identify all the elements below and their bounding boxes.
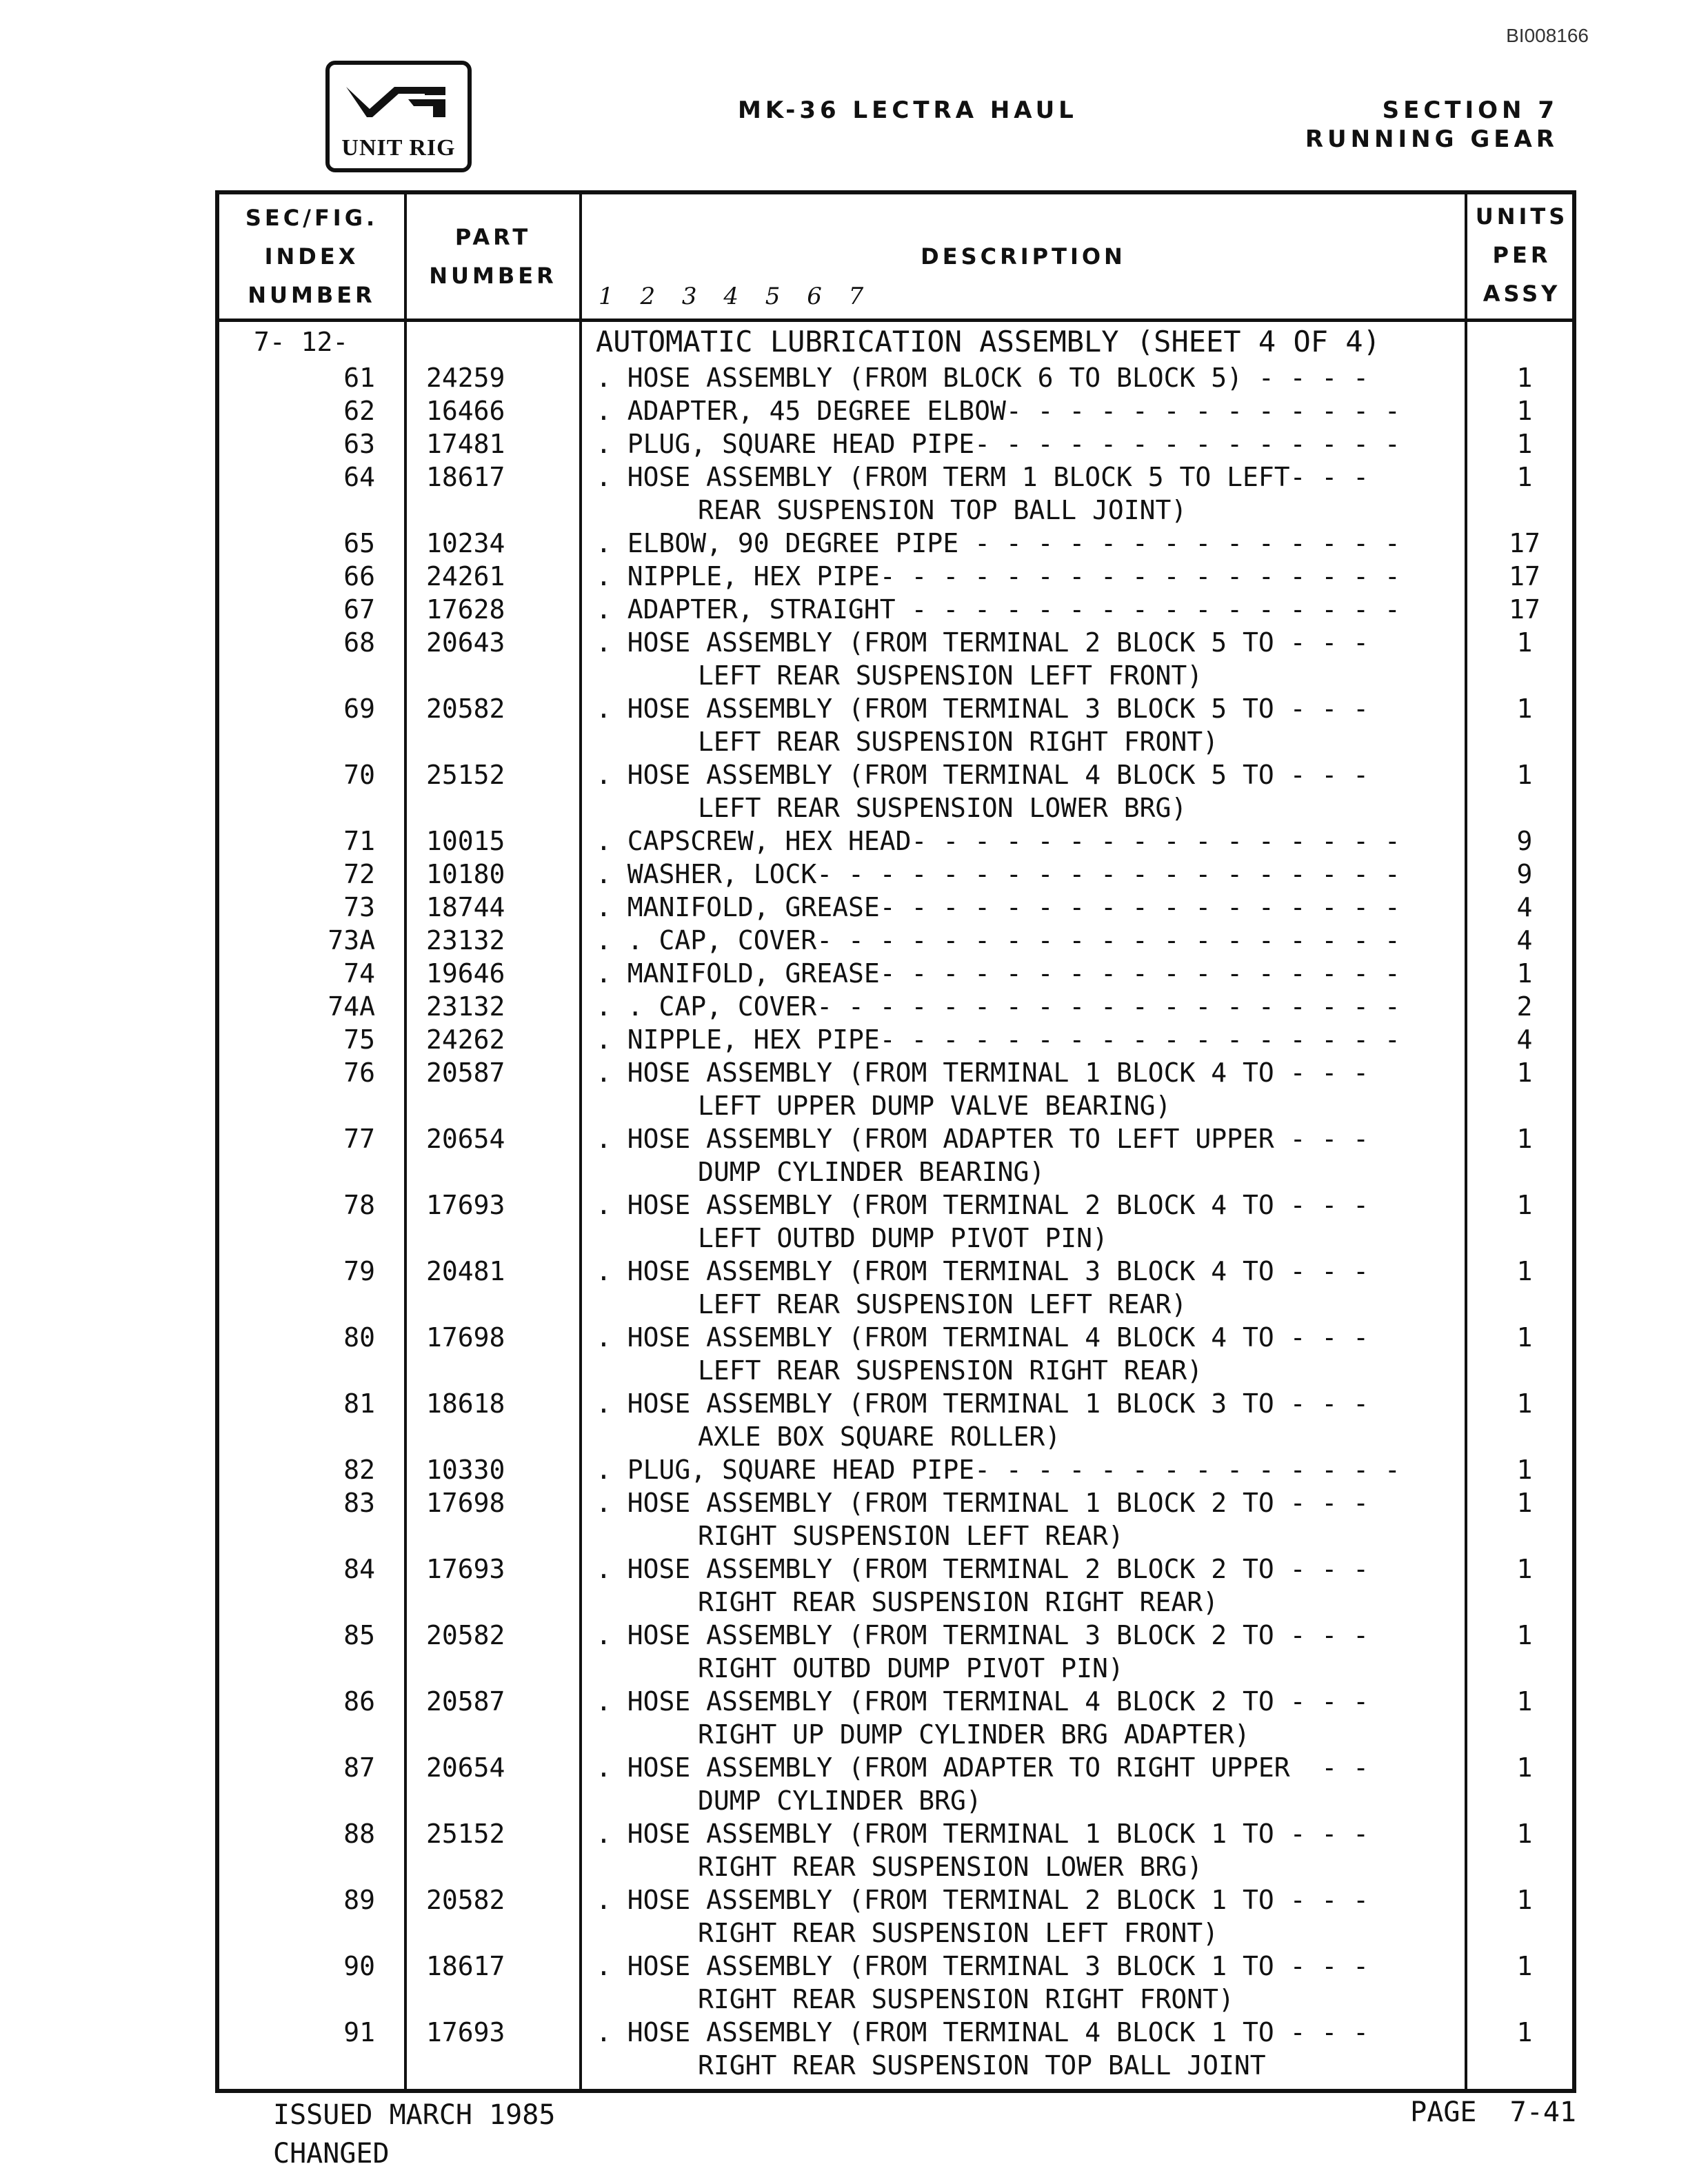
description: . HOSE ASSEMBLY (FROM ADAPTER TO RIGHT UPPER - - xyxy=(596,1752,1369,1783)
description: . HOSE ASSEMBLY (FROM ADAPTER TO LEFT UPPER - - - xyxy=(596,1124,1369,1154)
units-per-assy: 1 xyxy=(1516,627,1533,658)
description: . PLUG, SQUARE HEAD PIPE- - - - - - - - - - - - - - xyxy=(596,1455,1400,1485)
part-number: 18744 xyxy=(426,892,505,922)
description: . HOSE ASSEMBLY (FROM TERMINAL 2 BLOCK 5 TO - - - xyxy=(596,627,1369,658)
table-row xyxy=(219,1883,1572,1950)
description: . HOSE ASSEMBLY (FROM TERM 1 BLOCK 5 TO LEFT- - - xyxy=(596,462,1369,492)
units-column-header: UNITS PER ASSY xyxy=(1475,203,1569,307)
index-number: 90 xyxy=(343,1951,375,1981)
parts-table xyxy=(215,190,1576,2093)
description-continued: RIGHT REAR SUSPENSION TOP BALL JOINT xyxy=(698,2050,1266,2081)
logo-text: UNIT RIG xyxy=(341,135,456,161)
description-continued: AXLE BOX SQUARE ROLLER) xyxy=(698,1422,1061,1452)
index-number: 83 xyxy=(343,1488,375,1518)
table-row xyxy=(219,1553,1572,1619)
table-row xyxy=(219,1486,1572,1553)
table-body xyxy=(219,325,1572,2082)
table-row xyxy=(219,692,1572,758)
units-per-assy: 17 xyxy=(1509,561,1540,592)
index-number: 71 xyxy=(343,826,375,856)
units-per-assy: 17 xyxy=(1509,594,1540,625)
description: . NIPPLE, HEX PIPE- - - - - - - - - - - - - - - - - xyxy=(596,561,1400,592)
units-per-assy: 1 xyxy=(1516,1388,1533,1419)
description-continued: RIGHT REAR SUSPENSION RIGHT FRONT) xyxy=(698,1984,1234,2014)
index-number: 82 xyxy=(343,1455,375,1485)
description-continued: LEFT REAR SUSPENSION LEFT REAR) xyxy=(698,1289,1187,1320)
table-row xyxy=(219,758,1572,825)
part-number: 23132 xyxy=(426,991,505,1022)
part-number: 18617 xyxy=(426,1951,505,1981)
units-per-assy: 1 xyxy=(1516,363,1533,393)
table-row xyxy=(219,1685,1572,1751)
units-per-assy: 1 xyxy=(1516,1058,1533,1088)
description: . HOSE ASSEMBLY (FROM TERMINAL 3 BLOCK 2 TO - - - xyxy=(596,1620,1369,1650)
index-number: 74A xyxy=(328,991,375,1022)
issued-date: ISSUED MARCH 1985 xyxy=(273,2099,556,2131)
document-title: MK-36 LECTRA HAUL xyxy=(738,97,1078,124)
part-number: 23132 xyxy=(426,925,505,956)
units-per-assy: 1 xyxy=(1516,1686,1533,1717)
index-number: 67 xyxy=(343,594,375,625)
description: . CAPSCREW, HEX HEAD- - - - - - - - - - - - - - - - xyxy=(596,826,1400,856)
table-row xyxy=(219,891,1572,924)
subsection-label: RUNNING GEAR xyxy=(1305,125,1558,153)
part-column-header: PART NUMBER xyxy=(429,224,557,289)
part-number: 20582 xyxy=(426,1620,505,1650)
table-row xyxy=(219,1189,1572,1255)
index-number: 89 xyxy=(343,1885,375,1915)
description: . . CAP, COVER- - - - - - - - - - - - - - - - - - - xyxy=(596,925,1400,956)
description-continued: RIGHT UP DUMP CYLINDER BRG ADAPTER) xyxy=(698,1719,1250,1750)
units-per-assy: 1 xyxy=(1516,1190,1533,1220)
logo-mark-icon xyxy=(342,74,455,136)
description-continued: LEFT REAR SUSPENSION RIGHT FRONT) xyxy=(698,727,1218,757)
description: . HOSE ASSEMBLY (FROM TERMINAL 1 BLOCK 4 TO - - - xyxy=(596,1058,1369,1088)
index-number: 61 xyxy=(343,363,375,393)
index-column-header: SEC/FIG. INDEX NUMBER xyxy=(245,205,379,308)
part-number: 17693 xyxy=(426,1554,505,1584)
table-row xyxy=(219,1023,1572,1056)
table-row xyxy=(219,990,1572,1023)
header-divider xyxy=(219,318,1572,322)
units-per-assy: 1 xyxy=(1516,2017,1533,2048)
table-row xyxy=(219,1387,1572,1453)
description-continued: DUMP CYLINDER BRG) xyxy=(698,1786,982,1816)
table-row xyxy=(219,2016,1572,2082)
description-continued: LEFT UPPER DUMP VALVE BEARING) xyxy=(698,1091,1172,1121)
index-number: 85 xyxy=(343,1620,375,1650)
index-number: 74 xyxy=(343,958,375,989)
part-number: 20654 xyxy=(426,1124,505,1154)
description-continued: REAR SUSPENSION TOP BALL JOINT) xyxy=(698,495,1187,525)
description: . HOSE ASSEMBLY (FROM TERMINAL 4 BLOCK 4 TO - - - xyxy=(596,1322,1369,1353)
index-number: 68 xyxy=(343,627,375,658)
part-number: 16466 xyxy=(426,396,505,426)
table-row xyxy=(219,957,1572,990)
document-id: BI008166 xyxy=(1506,25,1589,46)
index-number: 91 xyxy=(343,2017,375,2048)
indent-digits: 1 2 3 4 5 6 7 xyxy=(599,283,874,310)
units-per-assy: 1 xyxy=(1516,1951,1533,1981)
part-number: 25152 xyxy=(426,1819,505,1849)
index-number: 81 xyxy=(343,1388,375,1419)
description: . MANIFOLD, GREASE- - - - - - - - - - - - - - - - - xyxy=(596,892,1400,922)
description-continued: RIGHT REAR SUSPENSION LOWER BRG) xyxy=(698,1852,1203,1882)
description: . HOSE ASSEMBLY (FROM TERMINAL 4 BLOCK 2 TO - - - xyxy=(596,1686,1369,1717)
part-number: 20587 xyxy=(426,1058,505,1088)
description: . HOSE ASSEMBLY (FROM TERMINAL 2 BLOCK 1 TO - - - xyxy=(596,1885,1369,1915)
index-number: 64 xyxy=(343,462,375,492)
description-continued: LEFT REAR SUSPENSION RIGHT REAR) xyxy=(698,1355,1203,1386)
description-column-header: DESCRIPTION xyxy=(921,243,1126,270)
part-number: 17698 xyxy=(426,1322,505,1353)
table-row xyxy=(219,461,1572,527)
units-per-assy: 1 xyxy=(1516,694,1533,724)
index-number: 76 xyxy=(343,1058,375,1088)
table-row xyxy=(219,1321,1572,1387)
table-row xyxy=(219,1255,1572,1321)
table-row xyxy=(219,1453,1572,1486)
description: . HOSE ASSEMBLY (FROM TERMINAL 1 BLOCK 1 TO - - - xyxy=(596,1819,1369,1849)
part-number: 20582 xyxy=(426,694,505,724)
part-number: 24262 xyxy=(426,1024,505,1055)
table-row xyxy=(219,1817,1572,1883)
index-number: 73A xyxy=(328,925,375,956)
description: . HOSE ASSEMBLY (FROM BLOCK 6 TO BLOCK 5) - - - - xyxy=(596,363,1369,393)
description: . HOSE ASSEMBLY (FROM TERMINAL 3 BLOCK 1 TO - - - xyxy=(596,1951,1369,1981)
index-number: 63 xyxy=(343,429,375,459)
table-row xyxy=(219,1056,1572,1122)
description-continued: LEFT REAR SUSPENSION LEFT FRONT) xyxy=(698,660,1203,691)
units-per-assy: 1 xyxy=(1516,1620,1533,1650)
index-number: 69 xyxy=(343,694,375,724)
units-per-assy: 1 xyxy=(1516,462,1533,492)
description-continued: LEFT REAR SUSPENSION LOWER BRG) xyxy=(698,793,1187,823)
description: . ELBOW, 90 DEGREE PIPE - - - - - - - - - - - - - - xyxy=(596,528,1400,558)
units-per-assy: 1 xyxy=(1516,1256,1533,1286)
table-row xyxy=(219,560,1572,593)
description: . HOSE ASSEMBLY (FROM TERMINAL 4 BLOCK 5 TO - - - xyxy=(596,760,1369,790)
part-number: 19646 xyxy=(426,958,505,989)
table-row xyxy=(219,1122,1572,1189)
index-number: 75 xyxy=(343,1024,375,1055)
units-per-assy: 1 xyxy=(1516,1322,1533,1353)
description: . HOSE ASSEMBLY (FROM TERMINAL 1 BLOCK 3 TO - - - xyxy=(596,1388,1369,1419)
description: . PLUG, SQUARE HEAD PIPE- - - - - - - - - - - - - - xyxy=(596,429,1400,459)
description: . HOSE ASSEMBLY (FROM TERMINAL 2 BLOCK 2 TO - - - xyxy=(596,1554,1369,1584)
part-number: 20587 xyxy=(426,1686,505,1717)
index-number: 72 xyxy=(343,859,375,889)
units-per-assy: 1 xyxy=(1516,429,1533,459)
units-per-assy: 1 xyxy=(1516,1885,1533,1915)
part-number: 20582 xyxy=(426,1885,505,1915)
part-number: 10330 xyxy=(426,1455,505,1485)
index-number: 66 xyxy=(343,561,375,592)
units-per-assy: 9 xyxy=(1516,859,1533,889)
units-per-assy: 1 xyxy=(1516,1752,1533,1783)
assembly-row xyxy=(219,325,1572,361)
table-row xyxy=(219,427,1572,461)
units-per-assy: 1 xyxy=(1516,1455,1533,1485)
index-number: 62 xyxy=(343,396,375,426)
index-number: 84 xyxy=(343,1554,375,1584)
part-number: 10015 xyxy=(426,826,505,856)
description-continued: RIGHT OUTBD DUMP PIVOT PIN) xyxy=(698,1653,1124,1684)
units-per-assy: 4 xyxy=(1516,1024,1533,1055)
description: . HOSE ASSEMBLY (FROM TERMINAL 3 BLOCK 4 TO - - - xyxy=(596,1256,1369,1286)
description: . ADAPTER, STRAIGHT - - - - - - - - - - - - - - - - xyxy=(596,594,1400,625)
unit-rig-logo xyxy=(325,61,472,172)
part-number: 18618 xyxy=(426,1388,505,1419)
table-row xyxy=(219,361,1572,394)
description: . ADAPTER, 45 DEGREE ELBOW- - - - - - - - - - - - - xyxy=(596,396,1400,426)
units-per-assy: 9 xyxy=(1516,826,1533,856)
table-row xyxy=(219,593,1572,626)
index-number: 79 xyxy=(343,1256,375,1286)
description: . WASHER, LOCK- - - - - - - - - - - - - - - - - - - xyxy=(596,859,1400,889)
units-per-assy: 1 xyxy=(1516,396,1533,426)
part-number: 17481 xyxy=(426,429,505,459)
units-per-assy: 2 xyxy=(1516,991,1533,1022)
description: . . CAP, COVER- - - - - - - - - - - - - - - - - - - xyxy=(596,991,1400,1022)
part-number: 20654 xyxy=(426,1752,505,1783)
units-per-assy: 4 xyxy=(1516,892,1533,922)
description: . HOSE ASSEMBLY (FROM TERMINAL 2 BLOCK 4 TO - - - xyxy=(596,1190,1369,1220)
part-number: 17628 xyxy=(426,594,505,625)
part-number: 25152 xyxy=(426,760,505,790)
units-per-assy: 1 xyxy=(1516,760,1533,790)
units-per-assy: 17 xyxy=(1509,528,1540,558)
units-per-assy: 1 xyxy=(1516,1554,1533,1584)
index-number: 88 xyxy=(343,1819,375,1849)
part-number: 17698 xyxy=(426,1488,505,1518)
description: . MANIFOLD, GREASE- - - - - - - - - - - - - - - - - xyxy=(596,958,1400,989)
table-row xyxy=(219,825,1572,858)
units-per-assy: 1 xyxy=(1516,1124,1533,1154)
table-row xyxy=(219,1619,1572,1685)
units-per-assy: 1 xyxy=(1516,1819,1533,1849)
description-continued: DUMP CYLINDER BEARING) xyxy=(698,1157,1045,1187)
units-per-assy: 4 xyxy=(1516,925,1533,956)
units-per-assy: 1 xyxy=(1516,1488,1533,1518)
table-row xyxy=(219,924,1572,957)
part-number: 17693 xyxy=(426,1190,505,1220)
table-row xyxy=(219,394,1572,427)
part-number: 24261 xyxy=(426,561,505,592)
part-number: 17693 xyxy=(426,2017,505,2048)
part-number: 18617 xyxy=(426,462,505,492)
description: . HOSE ASSEMBLY (FROM TERMINAL 4 BLOCK 1 TO - - - xyxy=(596,2017,1369,2048)
index-number: 78 xyxy=(343,1190,375,1220)
description-continued: RIGHT SUSPENSION LEFT REAR) xyxy=(698,1521,1124,1551)
index-number: 65 xyxy=(343,528,375,558)
assembly-index: 7- 12- xyxy=(254,327,349,357)
index-number: 70 xyxy=(343,760,375,790)
part-number: 20643 xyxy=(426,627,505,658)
description: . HOSE ASSEMBLY (FROM TERMINAL 1 BLOCK 2 TO - - - xyxy=(596,1488,1369,1518)
table-row xyxy=(219,858,1572,891)
units-per-assy: 1 xyxy=(1516,958,1533,989)
part-number: 10234 xyxy=(426,528,505,558)
index-number: 86 xyxy=(343,1686,375,1717)
description: . HOSE ASSEMBLY (FROM TERMINAL 3 BLOCK 5 TO - - - xyxy=(596,694,1369,724)
description-continued: RIGHT REAR SUSPENSION RIGHT REAR) xyxy=(698,1587,1218,1617)
index-number: 87 xyxy=(343,1752,375,1783)
part-number: 24259 xyxy=(426,363,505,393)
section-label: SECTION 7 xyxy=(1382,97,1558,124)
index-number: 77 xyxy=(343,1124,375,1154)
description-continued: LEFT OUTBD DUMP PIVOT PIN) xyxy=(698,1223,1108,1253)
part-number: 10180 xyxy=(426,859,505,889)
changed-label: CHANGED xyxy=(273,2138,390,2170)
table-row xyxy=(219,1751,1572,1817)
part-number: 20481 xyxy=(426,1256,505,1286)
description-continued: RIGHT REAR SUSPENSION LEFT FRONT) xyxy=(698,1918,1218,1948)
index-number: 80 xyxy=(343,1322,375,1353)
table-row xyxy=(219,527,1572,560)
assembly-title: AUTOMATIC LUBRICATION ASSEMBLY (SHEET 4 OF 4) xyxy=(596,325,1380,358)
table-row xyxy=(219,1950,1572,2016)
index-number: 73 xyxy=(343,892,375,922)
description: . NIPPLE, HEX PIPE- - - - - - - - - - - - - - - - - xyxy=(596,1024,1400,1055)
page-number: PAGE 7-41 xyxy=(1410,2096,1576,2128)
table-row xyxy=(219,626,1572,692)
